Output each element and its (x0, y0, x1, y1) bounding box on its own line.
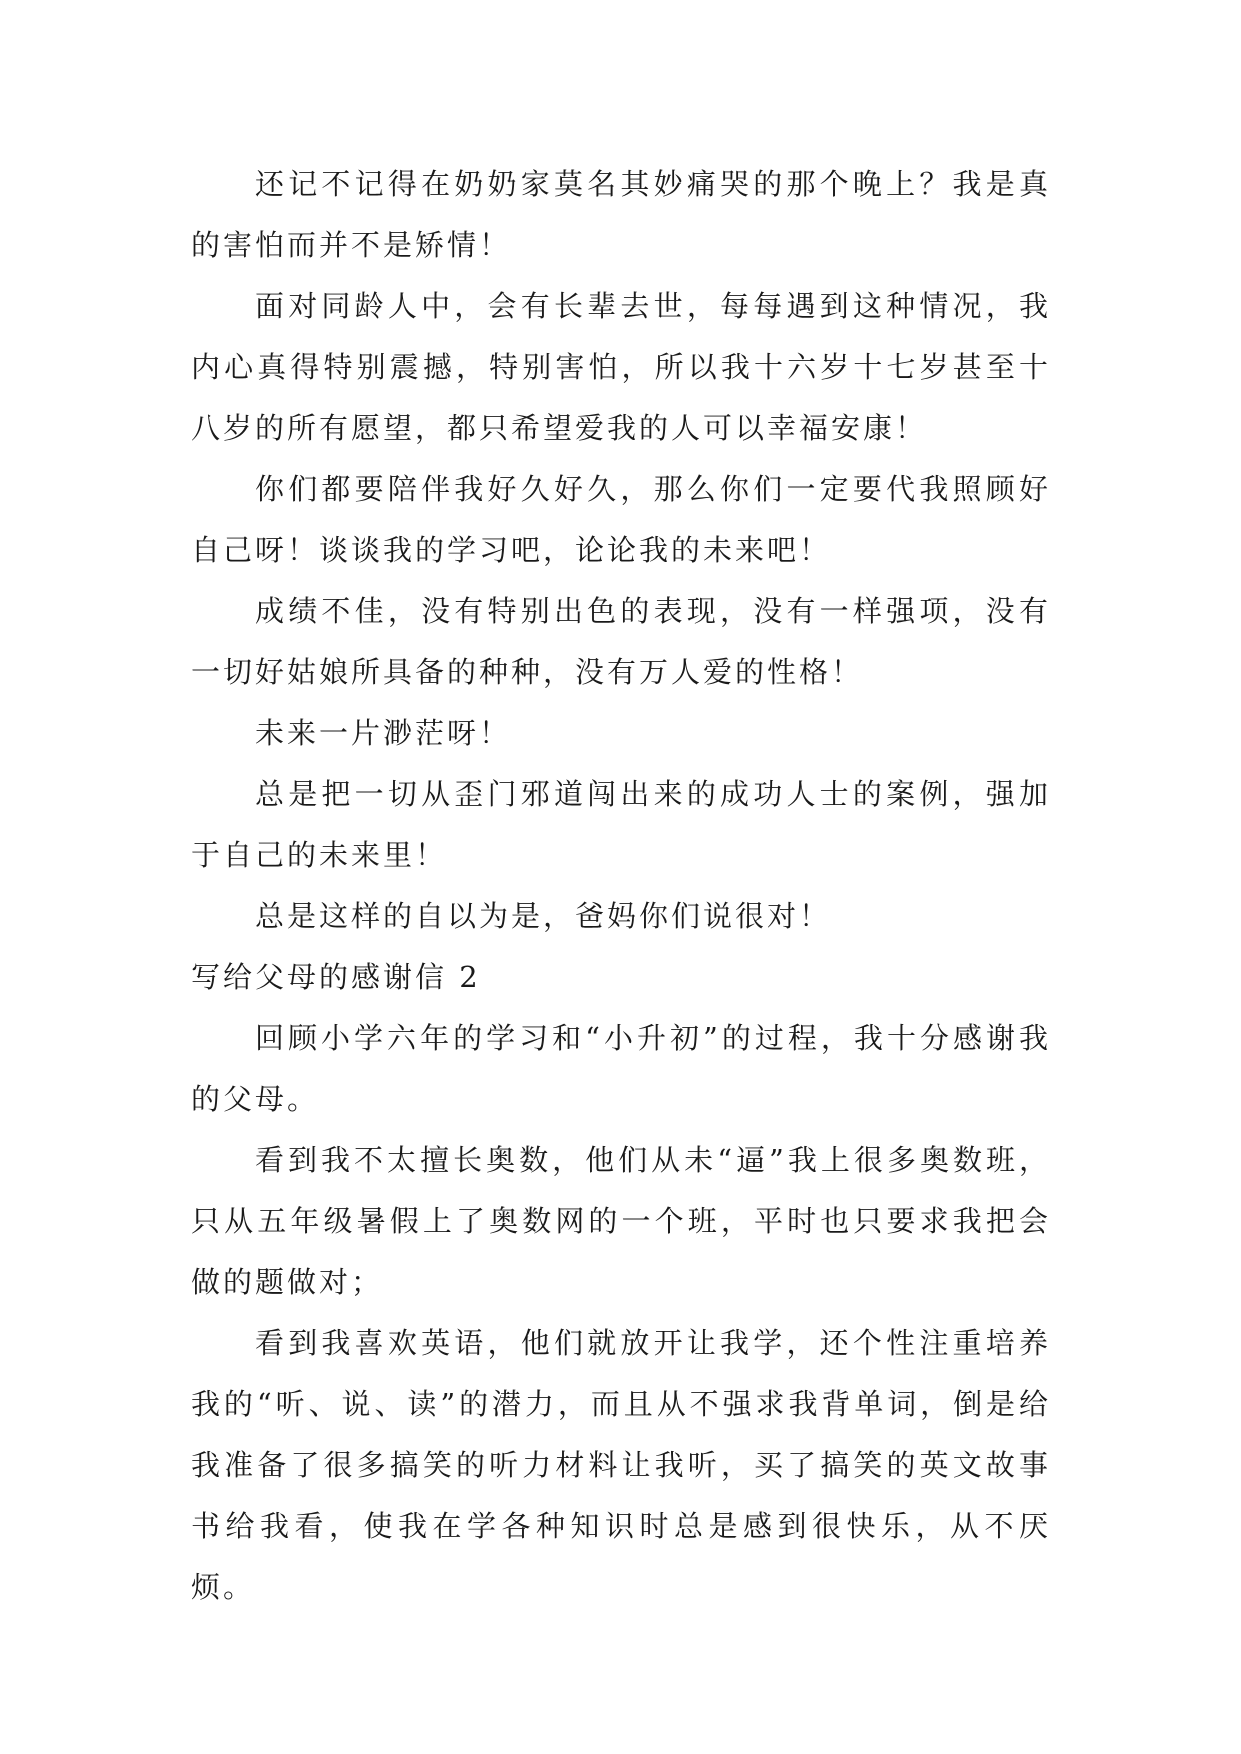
paragraph: 看到我不太擅长奥数，他们从未“逼”我上很多奥数班，只从五年级暑假上了奥数网的一个班，平时也只要求我把会做的题做对； (191, 1143, 1051, 1299)
section-heading: 写给父母的感谢信 2 (191, 960, 481, 994)
paragraph: 总是这样的自以为是，爸妈你们说很对！ (255, 899, 832, 933)
paragraph: 未来一片渺茫呀！ (255, 716, 512, 750)
paragraph: 看到我喜欢英语，他们就放开让我学，还个性注重培养我的“听、说、读”的潜力，而且从不强求我背单词，倒是给我准备了很多搞笑的听力材料让我听，买了搞笑的英文故事书给我看，使我在学各种知识时总是感到很快乐，从不厌烦。 (191, 1326, 1051, 1604)
paragraph: 回顾小学六年的学习和“小升初”的过程，我十分感谢我的父母。 (191, 1021, 1051, 1116)
letter-body (191, 154, 1051, 1618)
paragraph: 总是把一切从歪门邪道闯出来的成功人士的案例，强加于自己的未来里！ (191, 777, 1051, 872)
paragraph: 成绩不佳，没有特别出色的表现，没有一样强项，没有一切好姑娘所具备的种种，没有万人爱的性格！ (191, 594, 1051, 689)
paragraph: 面对同龄人中，会有长辈去世，每每遇到这种情况，我内心真得特别震撼，特别害怕，所以我十六岁十七岁甚至十八岁的所有愿望，都只希望爱我的人可以幸福安康！ (191, 289, 1051, 445)
paragraph: 还记不记得在奶奶家莫名其妙痛哭的那个晚上？我是真的害怕而并不是矫情！ (191, 167, 1051, 262)
paragraph: 你们都要陪伴我好久好久，那么你们一定要代我照顾好自己呀！谈谈我的学习吧，论论我的未来吧！ (191, 472, 1051, 567)
